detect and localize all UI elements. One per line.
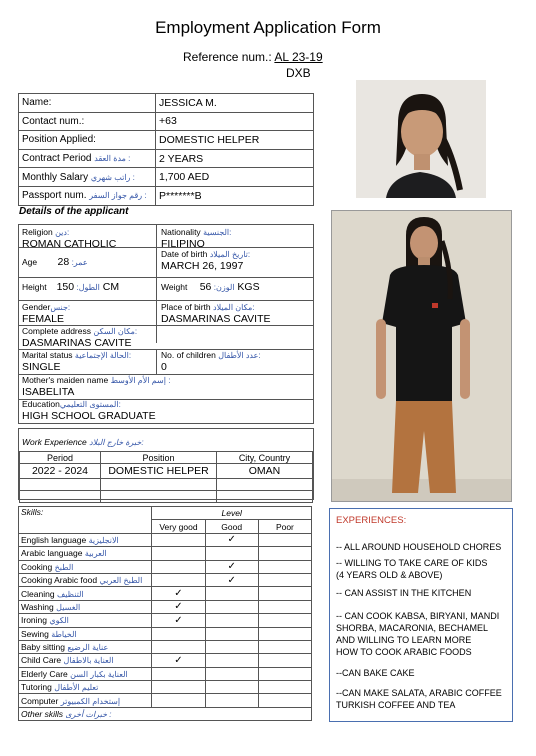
skill-row xyxy=(19,533,312,546)
table-row xyxy=(20,464,313,479)
experience-item: -- ALL AROUND HOUSEHOLD CHORES xyxy=(336,542,502,552)
passport-value: P*******B xyxy=(156,186,314,205)
position-value: DOMESTIC HELPER xyxy=(156,131,314,150)
skill-level-cell xyxy=(258,614,311,627)
skill-row xyxy=(19,587,312,600)
skill-level-cell xyxy=(152,533,205,546)
check-mark-icon: ✓ xyxy=(227,534,236,546)
religion-value: ROMAN CATHOLIC xyxy=(22,237,117,250)
skill-level-cell xyxy=(258,560,311,573)
table-cell: OMAN xyxy=(217,464,313,479)
name-value: JESSICA M. xyxy=(156,94,314,113)
field-label: Position Applied: xyxy=(19,131,156,150)
column-header: Period xyxy=(20,452,101,464)
skill-level-cell xyxy=(152,547,205,560)
skill-level-cell xyxy=(152,627,205,640)
skill-level-cell xyxy=(205,587,258,600)
field-label: Contact num.: xyxy=(19,112,156,131)
skill-level-cell xyxy=(205,694,258,707)
skill-level-cell xyxy=(258,573,311,586)
height-value: 150 CM xyxy=(56,281,120,293)
skill-level-cell xyxy=(205,667,258,680)
skill-row xyxy=(19,560,312,573)
skill-level-cell xyxy=(258,667,311,680)
reference-number xyxy=(183,50,323,64)
column-header: Very good xyxy=(152,520,205,533)
reference-label: Reference num.: xyxy=(183,50,272,64)
experience-item: --CAN MAKE SALATA, ARABIC COFFEE TURKISH COFFEE AND TEA xyxy=(336,688,502,710)
other-skills-label: Other skills خبرات أخرى : xyxy=(19,707,312,720)
nationality-value: FILIPINO xyxy=(161,237,205,250)
check-mark-icon: ✓ xyxy=(174,588,183,600)
table-cell xyxy=(101,491,217,503)
field-label: Contract Period مدة العقد : xyxy=(19,149,156,168)
skill-level-cell xyxy=(152,573,205,586)
maiden-name-field: Mother's maiden name إسم الأم الأوسط : ISABELITA xyxy=(22,375,171,398)
experiences-title: EXPERIENCES: xyxy=(336,515,407,526)
height-field: Height الطول: 150 CM xyxy=(22,281,120,293)
skill-label: Cooking Arabic food الطبخ العربي xyxy=(19,573,152,586)
skill-level-cell xyxy=(205,573,258,586)
experience-item: --CAN BAKE CAKE xyxy=(336,668,415,678)
skills-table xyxy=(18,506,312,721)
level-header: Level xyxy=(152,507,312,520)
nationality-field: Nationality الجنسية: FILIPINO xyxy=(161,227,232,250)
field-label: Name: xyxy=(19,94,156,113)
table-cell xyxy=(217,479,313,491)
table-row xyxy=(20,479,313,491)
gender-value: FEMALE xyxy=(22,312,65,325)
divider xyxy=(19,277,313,278)
table-row xyxy=(19,186,314,205)
reference-value: AL 23-19 xyxy=(274,50,323,64)
skill-row xyxy=(19,614,312,627)
skill-level-cell xyxy=(258,654,311,667)
form-title: Employment Application Form xyxy=(155,18,381,37)
children-value: 0 xyxy=(161,360,167,373)
skill-row xyxy=(19,600,312,613)
salary-value: 1,700 AED xyxy=(156,168,314,187)
skill-row xyxy=(19,707,312,720)
skill-level-cell xyxy=(258,694,311,707)
skill-level-cell xyxy=(205,614,258,627)
skill-level-cell xyxy=(205,640,258,653)
skill-level-cell xyxy=(152,667,205,680)
address-value: DASMARINAS CAVITE xyxy=(22,336,132,349)
skill-label: Cleaning التنظيف xyxy=(19,587,152,600)
skill-row xyxy=(19,681,312,694)
skill-label: English language الانجليزية xyxy=(19,533,152,546)
education-value: HIGH SCHOOL GRADUATE xyxy=(22,409,156,422)
field-label: Monthly Salary راتب شهري : xyxy=(19,168,156,187)
skill-label: Elderly Care العناية بكبار السن xyxy=(19,667,152,680)
skill-level-cell xyxy=(205,600,258,613)
table-header-row xyxy=(20,452,313,464)
dob-field: Date of birth تاريخ الميلاد: MARCH 26, 1997 xyxy=(161,249,251,272)
applicant-portrait-photo xyxy=(356,80,486,198)
check-mark-icon: ✓ xyxy=(227,574,236,586)
table-row xyxy=(20,491,313,503)
age-field: Age عمر: 28 xyxy=(22,256,88,268)
reference-city: DXB xyxy=(286,66,311,80)
skill-label: Baby sitting عناية الرضيع xyxy=(19,640,152,653)
skill-level-cell xyxy=(258,547,311,560)
skill-level-cell xyxy=(205,547,258,560)
skill-level-cell xyxy=(258,640,311,653)
check-mark-icon: ✓ xyxy=(174,654,183,666)
column-header: Good xyxy=(205,520,258,533)
table-row xyxy=(19,94,314,113)
skill-level-cell xyxy=(152,694,205,707)
table-cell: 2022 - 2024 xyxy=(20,464,101,479)
marital-field: Marital status الحالة الإجتماعية: SINGLE xyxy=(22,350,132,373)
skill-label: Sewing الخياطة xyxy=(19,627,152,640)
birthplace-field: Place of birth مكان الميلاد: DASMARINAS CAVITE xyxy=(161,302,271,325)
skill-row xyxy=(19,627,312,640)
religion-field: Religion دين: ROMAN CATHOLIC xyxy=(22,227,117,250)
table-cell xyxy=(217,491,313,503)
skill-level-cell xyxy=(258,600,311,613)
column-header: Position xyxy=(101,452,217,464)
skill-level-cell xyxy=(205,654,258,667)
gender-field: Genderجنس: FEMALE xyxy=(22,302,71,325)
skill-level-cell xyxy=(152,614,205,627)
weight-value: 56 KGS xyxy=(199,281,260,293)
skill-level-cell xyxy=(205,627,258,640)
check-mark-icon: ✓ xyxy=(227,561,236,573)
table-header-row xyxy=(19,507,312,520)
divider xyxy=(19,300,313,301)
skill-row xyxy=(19,640,312,653)
column-header: City, Country xyxy=(217,452,313,464)
skill-label: Computer إستخدام الكمبيوتر xyxy=(19,694,152,707)
skills-header: Skills: xyxy=(19,507,152,534)
education-field: Educationالمستوى التعليمي: HIGH SCHOOL GRADUATE xyxy=(22,399,156,422)
work-experience-title: Work Experience خبرة خارج البلاد: xyxy=(22,437,144,447)
contract-value: 2 YEARS xyxy=(156,149,314,168)
skill-level-cell xyxy=(205,560,258,573)
age-value: 28 xyxy=(57,256,70,268)
skill-level-cell xyxy=(205,533,258,546)
table-row xyxy=(19,149,314,168)
portrait-illustration xyxy=(356,80,486,198)
experience-item: -- CAN ASSIST IN THE KITCHEN xyxy=(336,588,472,598)
weight-field: Weight الوزن: 56 KGS xyxy=(161,281,260,293)
table-cell: DOMESTIC HELPER xyxy=(101,464,217,479)
skill-level-cell xyxy=(258,627,311,640)
table-cell xyxy=(101,479,217,491)
basic-info-table xyxy=(18,93,314,206)
full-body-illustration xyxy=(332,211,511,501)
skill-level-cell xyxy=(152,681,205,694)
skill-row xyxy=(19,547,312,560)
skill-row xyxy=(19,573,312,586)
address-field: Complete address مكان السكن: DASMARINAS CAVITE xyxy=(22,326,138,349)
field-label: Passport num. رقم جواز السفر : xyxy=(19,186,156,205)
check-mark-icon: ✓ xyxy=(174,614,183,626)
table-row xyxy=(19,131,314,150)
marital-value: SINGLE xyxy=(22,360,61,373)
skill-row xyxy=(19,654,312,667)
skill-level-cell xyxy=(258,533,311,546)
skill-level-cell xyxy=(152,587,205,600)
skill-label: Tutoring تعليم الأطفال xyxy=(19,681,152,694)
birthplace-value: DASMARINAS CAVITE xyxy=(161,312,271,325)
skill-level-cell xyxy=(205,681,258,694)
experiences-box xyxy=(329,508,513,722)
children-field: No. of children عدد الأطفال: 0 xyxy=(161,350,261,373)
table-row xyxy=(19,168,314,187)
skill-label: Washing الغسيل xyxy=(19,600,152,613)
applicant-full-body-photo xyxy=(331,210,512,502)
skill-level-cell xyxy=(152,560,205,573)
dob-value: MARCH 26, 1997 xyxy=(161,259,244,272)
work-experience-section xyxy=(18,428,314,500)
work-experience-table xyxy=(19,451,313,503)
skills-section xyxy=(18,506,314,724)
skill-label: Cooking الطبخ xyxy=(19,560,152,573)
table-row xyxy=(19,112,314,131)
skill-level-cell xyxy=(152,640,205,653)
experience-item: -- WILLING TO TAKE CARE OF KIDS (4 YEARS OLD & ABOVE) xyxy=(336,558,488,580)
experience-item: -- CAN COOK KABSA, BIRYANI, MANDI SHORBA, MACARONIA, BECHAMEL AND WILLING TO LEARN MORE HOW TO COOK ARABIC FOODS xyxy=(336,611,500,657)
skill-label: Child Care العناية بالاطفال xyxy=(19,654,152,667)
contact-value: +63 xyxy=(156,112,314,131)
skill-row xyxy=(19,694,312,707)
table-cell xyxy=(20,491,101,503)
skill-label: Arabic language العربية xyxy=(19,547,152,560)
maiden-name-value: ISABELITA xyxy=(22,385,75,398)
skill-level-cell xyxy=(258,681,311,694)
details-heading: Details of the applicant xyxy=(19,206,129,217)
skill-level-cell xyxy=(152,654,205,667)
skill-level-cell xyxy=(152,600,205,613)
skill-label: Ironing الكوي xyxy=(19,614,152,627)
table-cell xyxy=(20,479,101,491)
check-mark-icon: ✓ xyxy=(174,601,183,613)
skill-level-cell xyxy=(258,587,311,600)
skill-row xyxy=(19,667,312,680)
applicant-details xyxy=(18,224,314,424)
column-header: Poor xyxy=(258,520,311,533)
divider xyxy=(156,349,157,374)
